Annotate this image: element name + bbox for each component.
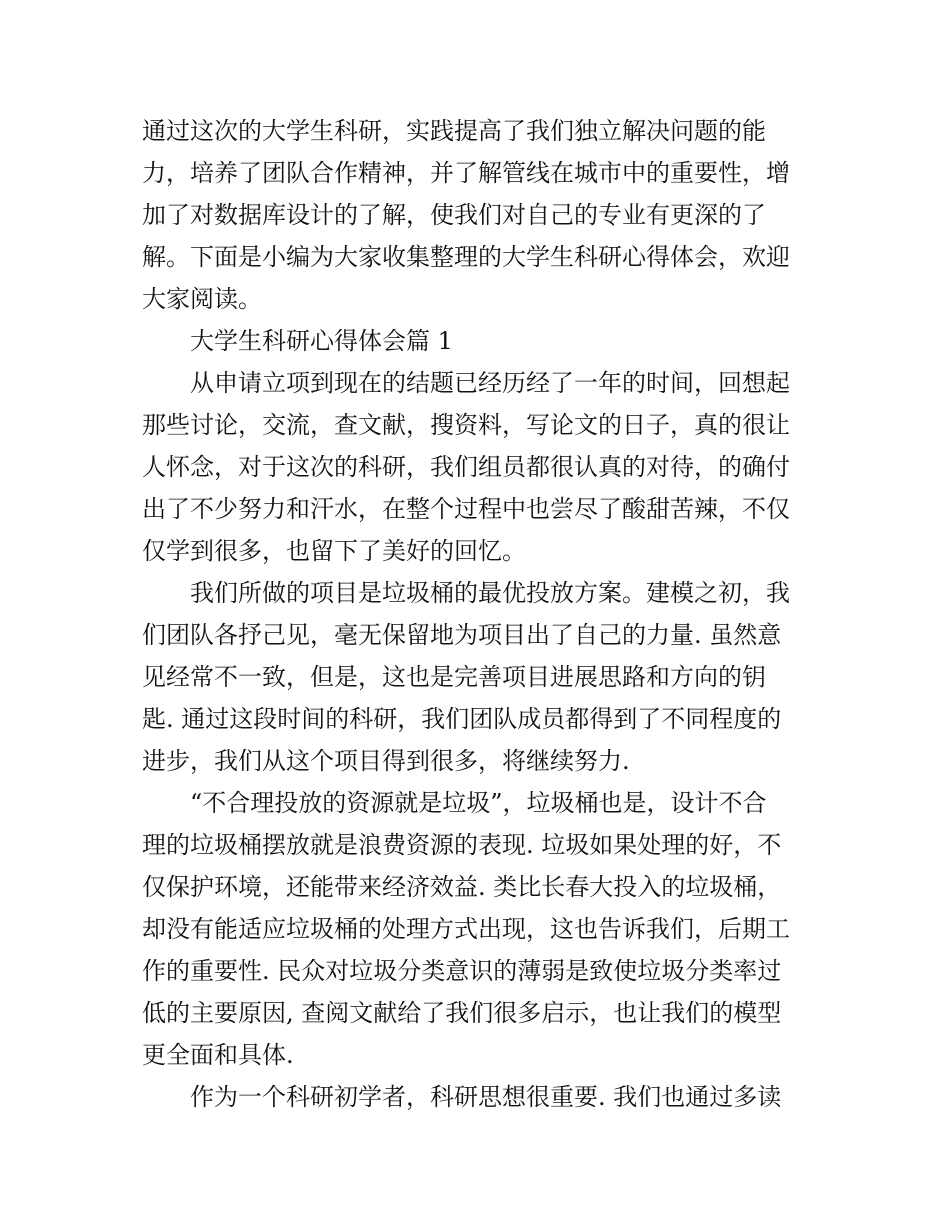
text-line: 作为一个科研初学者，科研思想很重要. 我们也通过多读 [190, 1083, 782, 1111]
text-line: 出了不少努力和汗水，在整个过程中也尝尽了酸甜苦辣，不仅 [142, 495, 790, 523]
paragraph-4 [142, 1076, 810, 1118]
intro-paragraph [142, 110, 810, 320]
text-line: 力，培养了团队合作精神，并了解管线在城市中的重要性，增 [142, 159, 790, 187]
text-line: 我们所做的项目是垃圾桶的最优投放方案。建模之初，我 [190, 579, 790, 607]
text-line: 仅学到很多，也留下了美好的回忆。 [142, 537, 526, 565]
text-line: 那些讨论，交流，查文献，搜资料，写论文的日子，真的很让 [142, 411, 790, 439]
text-line: 解。下面是小编为大家收集整理的大学生科研心得体会，欢迎 [142, 243, 790, 271]
text-line: 更全面和具体. [142, 1041, 294, 1069]
text-line: 加了对数据库设计的了解，使我们对自己的专业有更深的了 [142, 201, 766, 229]
section-heading: 大学生科研心得体会篇 1 [190, 327, 453, 355]
paragraph-1 [142, 362, 810, 572]
text-line: 却没有能适应垃圾桶的处理方式出现，这也告诉我们，后期工 [142, 915, 790, 943]
text-line: 进步，我们从这个项目得到很多，将继续努力. [142, 747, 630, 775]
text-line: 仅保护环境，还能带来经济效益. 类比长春大投入的垃圾桶， [142, 873, 782, 901]
text-line: 低的主要原因, 查阅文献给了我们很多启示，也让我们的模型 [142, 999, 782, 1027]
paragraph-3 [142, 782, 810, 1076]
text-line: 从申请立项到现在的结题已经历经了一年的时间，回想起 [190, 369, 790, 397]
text-line: 见经常不一致，但是，这也是完善项目进展思路和方向的钥 [142, 663, 766, 691]
text-line: 作的重要性. 民众对垃圾分类意识的薄弱是致使垃圾分类率过 [142, 957, 782, 985]
text-line: 大家阅读。 [142, 285, 262, 313]
text-line: 通过这次的大学生科研，实践提高了我们独立解决问题的能 [142, 117, 766, 145]
text-line: 匙. 通过这段时间的科研，我们团队成员都得到了不同程度的 [142, 705, 782, 733]
text-line: 人怀念，对于这次的科研，我们组员都很认真的对待，的确付 [142, 453, 790, 481]
text-line: “不合理投放的资源就是垃圾”，垃圾桶也是，设计不合 [190, 789, 767, 817]
paragraph-2 [142, 572, 810, 782]
text-line: 们团队各抒己见，毫无保留地为项目出了自己的力量. 虽然意 [142, 621, 782, 649]
text-line: 理的垃圾桶摆放就是浪费资源的表现. 垃圾如果处理的好，不 [142, 831, 782, 859]
